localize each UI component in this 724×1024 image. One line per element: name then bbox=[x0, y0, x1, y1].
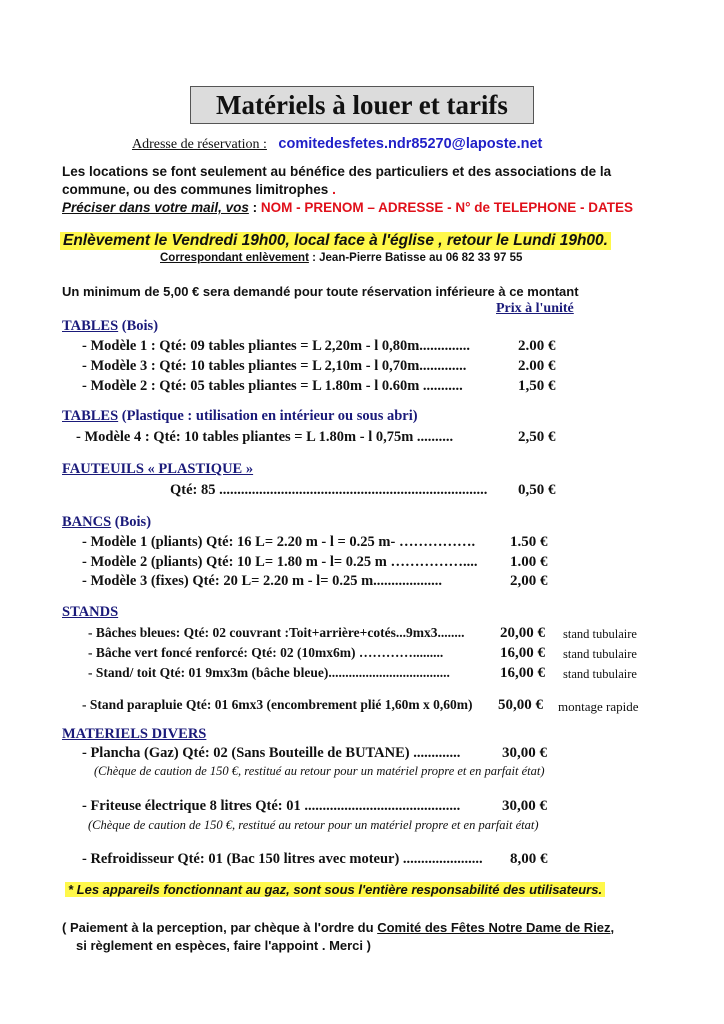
list-item: - Bâche vert foncé renforcé: Qté: 02 (10mx6m) …………......... bbox=[88, 645, 444, 660]
caution-note: (Chèque de caution de 150 €, restitué au retour pour un matériel propre et en parfait état) bbox=[94, 764, 545, 778]
list-item: - Modèle 3 : Qté: 10 tables pliantes = L 2,10m - l 0,70m............. bbox=[82, 358, 467, 374]
list-item: - Stand parapluie Qté: 01 6mx3 (encombrement plié 1,60m x 0,60m) bbox=[82, 697, 473, 712]
list-item: - Stand/ toit Qté: 01 9mx3m (bâche bleue).................................... bbox=[88, 665, 450, 680]
contact-label: Correspondant enlèvement bbox=[160, 252, 309, 264]
stand-note: stand tubulaire bbox=[563, 667, 637, 681]
contact-value: : Jean-Pierre Batisse au 06 82 33 97 55 bbox=[308, 252, 523, 264]
precise-label: Préciser dans votre mail, vos bbox=[62, 200, 249, 215]
list-item: - Modèle 2 (pliants) Qté: 10 L= 1.80 m - l= 0.25 m …………….... bbox=[82, 554, 478, 570]
pickup-line: Enlèvement le Vendredi 19h00, local face à l'église , retour le Lundi 19h00. bbox=[60, 232, 611, 250]
section-heading: BANCS bbox=[62, 514, 112, 530]
caution-note: (Chèque de caution de 150 €, restitué au retour pour un matériel propre et en parfait état) bbox=[88, 818, 539, 832]
precise-sep: : bbox=[248, 200, 261, 215]
intro-line-1: Les locations se font seulement au bénéfice des particuliers et des associations de la bbox=[62, 164, 612, 179]
list-item: - Modèle 3 (fixes) Qté: 20 L= 2.20 m - l= 0.25 m................... bbox=[82, 573, 443, 589]
section-tables-plastique bbox=[62, 408, 418, 425]
payment-line-1-a: ( Paiement à la perception, par chèque à l'ordre du bbox=[62, 920, 378, 935]
list-item: - Bâches bleues: Qté: 02 couvrant :Toit+arrière+cotés...9mx3........ bbox=[88, 625, 465, 640]
price: 30,00 € bbox=[502, 745, 547, 761]
section-sub: (Bois) bbox=[111, 514, 152, 530]
price: 30,00 € bbox=[502, 798, 547, 814]
gas-warning: * Les appareils fonctionnant au gaz, sont sous l'entière responsabilité des utilisateurs. bbox=[65, 882, 605, 897]
stand-note: stand tubulaire bbox=[563, 627, 637, 641]
price: 1.00 € bbox=[510, 554, 548, 570]
price: 0,50 € bbox=[518, 482, 556, 498]
list-item: - Modèle 2 : Qté: 05 tables pliantes = L 1.80m - l 0.60m ........... bbox=[82, 378, 463, 394]
price: 1,50 € bbox=[518, 378, 556, 394]
list-item: Qté: 85 .......................................................................... bbox=[170, 482, 488, 498]
section-sub: (Plastique : utilisation en intérieur ou sous abri) bbox=[118, 408, 418, 424]
price: 2.00 € bbox=[518, 338, 556, 354]
price: 2,00 € bbox=[510, 573, 548, 589]
intro-line-2-text: commune, ou des communes limitrophes bbox=[62, 182, 329, 197]
price: 16,00 € bbox=[500, 645, 545, 661]
price: 1.50 € bbox=[510, 534, 548, 550]
list-item: - Modèle 1 : Qté: 09 tables pliantes = L 2,20m - l 0,80m.............. bbox=[82, 338, 471, 354]
precise-line bbox=[62, 200, 633, 215]
price: 2.00 € bbox=[518, 358, 556, 374]
minimum-line: Un minimum de 5,00 € sera demandé pour toute réservation inférieure à ce montant bbox=[62, 284, 579, 299]
intro-dot: . bbox=[328, 182, 336, 197]
list-item: - Plancha (Gaz) Qté: 02 (Sans Bouteille de BUTANE) ............. bbox=[82, 745, 461, 761]
price: 20,00 € bbox=[500, 625, 545, 641]
section-sub: (Bois) bbox=[118, 318, 159, 334]
address-email[interactable]: comitedesfetes.ndr85270@laposte.net bbox=[278, 136, 543, 152]
page-title: Matériels à louer et tarifs bbox=[190, 86, 534, 124]
payment-line-1 bbox=[62, 920, 614, 935]
stand-note: stand tubulaire bbox=[563, 647, 637, 661]
section-heading: TABLES bbox=[62, 318, 119, 334]
payment-line-1-b: Comité des Fêtes Notre Dame de Riez, bbox=[377, 920, 615, 935]
list-item: - Friteuse électrique 8 litres Qté: 01 ........................................... bbox=[82, 798, 461, 814]
section-fauteuils: FAUTEUILS « PLASTIQUE » bbox=[62, 461, 254, 477]
unit-price-header: Prix à l'unité bbox=[496, 301, 574, 316]
address-line bbox=[132, 136, 542, 153]
address-label: Adresse de réservation : bbox=[132, 137, 267, 152]
contact-line bbox=[160, 252, 522, 264]
stand-note: montage rapide bbox=[558, 699, 639, 714]
section-stands: STANDS bbox=[62, 604, 119, 620]
price: 16,00 € bbox=[500, 665, 545, 681]
payment-line-2: si règlement en espèces, faire l'appoint . Merci ) bbox=[76, 938, 371, 953]
intro-line-2 bbox=[62, 182, 336, 197]
precise-fields: NOM - PRENOM – ADRESSE - N° de TELEPHONE - DATES bbox=[260, 200, 634, 215]
list-item: - Modèle 4 : Qté: 10 tables pliantes = L 1.80m - l 0,75m .......... bbox=[76, 429, 454, 445]
section-bancs bbox=[62, 514, 151, 531]
list-item: - Refroidisseur Qté: 01 (Bac 150 litres avec moteur) ...................... bbox=[82, 851, 483, 867]
section-tables-bois bbox=[62, 318, 158, 335]
list-item: - Modèle 1 (pliants) Qté: 16 L= 2.20 m - l = 0.25 m- ……………. bbox=[82, 534, 476, 550]
price: 8,00 € bbox=[510, 851, 548, 867]
price: 50,00 € bbox=[498, 697, 543, 713]
section-heading: TABLES bbox=[62, 408, 119, 424]
section-divers: MATERIELS DIVERS bbox=[62, 726, 207, 742]
price: 2,50 € bbox=[518, 429, 556, 445]
